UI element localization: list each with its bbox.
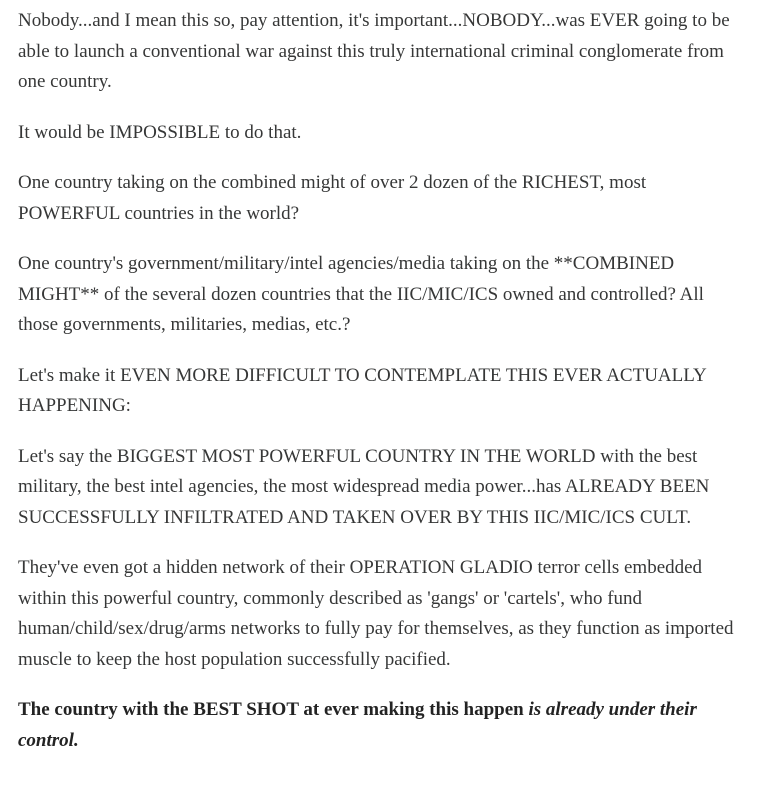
paragraph-2: It would be IMPOSSIBLE to do that. (18, 121, 302, 143)
paragraph-1: Nobody...and I mean this so, pay attention, it's important...NOBODY...was EVER going to be able to launch a conventional war against this truly international criminal conglomerate from one country. (18, 10, 730, 92)
paragraph-3: One country taking on the combined might of over 2 dozen of the RICHEST, most POWERFUL countries in the world? (18, 172, 647, 224)
paragraph-6: Let's say the BIGGEST MOST POWERFUL COUNTRY IN THE WORLD with the best military, the best intel agencies, the most widespread media power...has ALREADY BEEN SUCCESSFULLY INFILTRATED AND TAKEN OVER BY THIS IIC/MIC/ICS CULT. (18, 445, 710, 528)
paragraph-5: Let's make it EVEN MORE DIFFICULT TO CONTEMPLATE THIS EVER ACTUALLY HAPPENING: (18, 364, 706, 416)
conclusion-italic-text: is already under their control. (18, 699, 697, 751)
paragraph-4: One country's government/military/intel agencies/media taking on the **COMBINED MIGHT** of the several dozen countries that the IIC/MIC/ICS owned and controlled? All those governments, militaries, medias, etc.? (18, 253, 704, 335)
conclusion-paragraph (18, 695, 743, 756)
conclusion-bold-text: The country with the BEST SHOT at ever making this happen (18, 699, 529, 720)
paragraph-7: They've even got a hidden network of their OPERATION GLADIO terror cells embedded within this powerful country, commonly described as 'gangs' or 'cartels', who fund human/child/sex/drug/arms networks to fully pay for themselves, as they function as imported muscle to keep the host population successfully pacified. (18, 557, 734, 670)
